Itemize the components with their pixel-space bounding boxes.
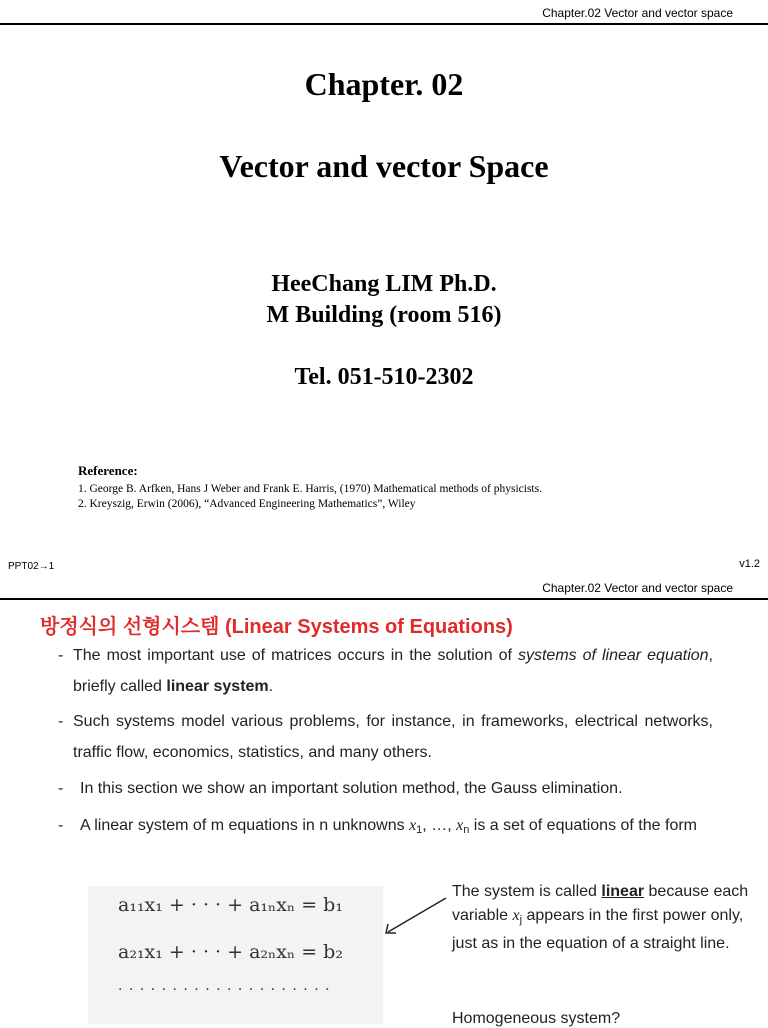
header-divider [0, 598, 768, 600]
equation-image [88, 886, 383, 1024]
slide2-header: Chapter.02 Vector and vector space [542, 581, 733, 595]
author-name: HeeChang LIM Ph.D. [271, 271, 497, 297]
header-divider [0, 23, 768, 25]
homogeneous-question: Homogeneous system? [452, 1010, 621, 1027]
version-label: v1.2 [739, 558, 760, 570]
reference-item: 2. Kreyszig, Erwin (2006), “Advanced Engineering Mathematics”, Wiley [78, 498, 416, 510]
bullet-text: In this section we show an important solution method, the Gauss elimination. [80, 780, 623, 797]
chapter-title: Chapter. 02 [304, 66, 464, 102]
bullet-text: Such systems model various problems, for instance, in frameworks, electrical networks, traffic flow, economics, statistics, and many others. [73, 713, 713, 761]
equation-dots: · · · · · · · · · · · · · · · · · · · · [118, 982, 331, 998]
equation-row: a₁₁x₁ + · · · + a₁ₙxₙ = b₁ [118, 894, 343, 916]
bullet-dash: - [58, 713, 64, 730]
section-heading: 방정식의 선형시스템 (Linear Systems of Equations) [40, 616, 513, 638]
author-room: M Building (room 516) [266, 302, 502, 328]
slide-number: PPT02→1 [8, 561, 55, 572]
equation-row: a₂₁x₁ + · · · + a₂ₙxₙ = b₂ [118, 941, 343, 963]
bullet-text: A linear system of m equations in n unknowns $x_1$, …, $x_n$ is a set of equations of the form [80, 817, 697, 836]
pointer-arrow-icon [380, 894, 450, 938]
slide1-header: Chapter.02 Vector and vector space [542, 6, 733, 20]
author-tel: Tel. 051-510-2302 [294, 364, 474, 390]
reference-heading: Reference: [78, 463, 138, 478]
reference-item: 1. George B. Arfken, Hans J Weber and Frank E. Harris, (1970) Mathematical methods of physicists. [78, 483, 542, 495]
bullet-dash: - [58, 817, 64, 834]
chapter-subtitle: Vector and vector Space [219, 148, 549, 184]
bullet-dash: - [58, 647, 64, 664]
bullet-dash: - [58, 780, 64, 797]
linear-note: The system is called linear because each variable $x_j$ appears in the first power only, just as in the equation of a straight line. [452, 883, 749, 952]
bullet-text: The most important use of matrices occurs in the solution of systems of linear equation, briefly called linear system. [73, 647, 713, 695]
